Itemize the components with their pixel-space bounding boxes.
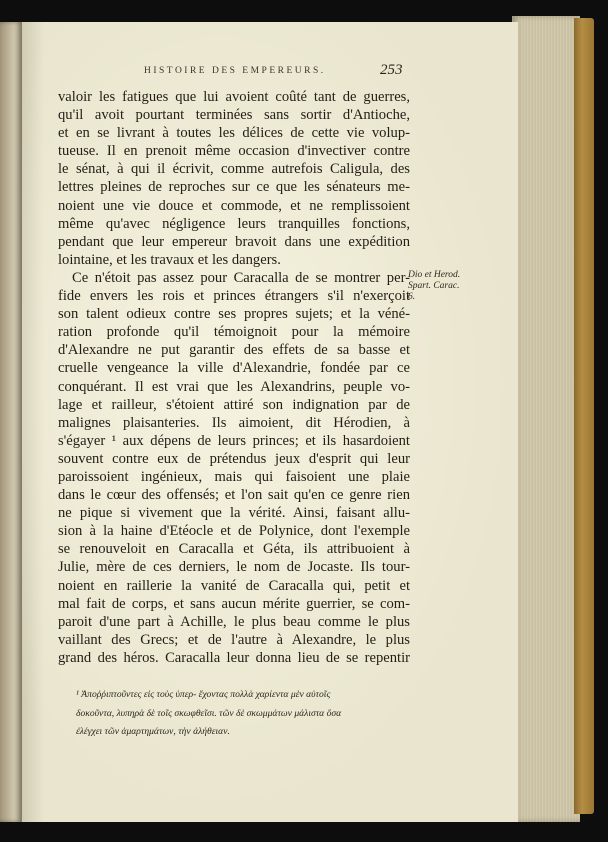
text-line: s'égayer ¹ aux dépens de leurs princes; et ils hasardoient: [58, 432, 410, 449]
text-line: noient en raillerie la vanité de Caracalla qui, petit et: [58, 577, 410, 594]
footnote: [76, 686, 476, 742]
margin-note-line: Spart. Carac.: [408, 281, 460, 291]
book-cover-edge: [574, 18, 594, 814]
running-head: HISTOIRE DES EMPEREURS.: [144, 66, 326, 76]
body-text: [58, 88, 410, 667]
text-line: pendant que leur empereur bravoit dans une expédition: [58, 233, 410, 250]
text-line: noient une vie douce et commode, et ne remplissoient: [58, 197, 410, 214]
text-line: et en se livrant à toutes les délices de cette vie volup-: [58, 125, 410, 142]
text-line: son talent odieux contre ses propres sujets; et la véné-: [58, 306, 410, 323]
text-line: même qu'avec négligence leurs tranquilles fonctions,: [58, 215, 410, 232]
text-line: lettres pleines de reproches sur ce que les sénateurs me-: [58, 179, 410, 196]
text-line: mal fait de corps, et sans aucun mérite guerrier, se com-: [58, 595, 410, 612]
footnote-line: δοκοῦντα, λυπηρὰ δὲ τοῖς σκωφθεῖσι. τῶν δὲ σκωμμάτων μάλιστα ὅσα: [76, 707, 342, 719]
margin-note-line: 6.: [408, 292, 416, 302]
text-line: ne pique si vivement que la vérité. Ainsi, faisant allu-: [58, 505, 410, 522]
book-fore-edge: [512, 16, 580, 822]
text-line: sion à la haine d'Etéocle et de Polynice, dont l'exemple: [58, 523, 410, 540]
text-line: lointaine, et les travaux et les dangers.: [58, 251, 281, 268]
margin-note: [408, 270, 504, 303]
text-line: ration profonde qu'il témoignoit pour la mémoire: [58, 324, 410, 341]
text-line: souvent contre eux de prétendus jeux d'esprit qui leur: [58, 450, 410, 467]
text-line: dans le cœur des offensés; et l'on sait qu'en ce genre rien: [58, 487, 410, 504]
text-line: tueuse. Il en prenoit même occasion d'invectiver contre: [58, 143, 410, 160]
text-line: le sénat, à qui il écrivit, comme autrefois Caligula, des: [58, 161, 410, 178]
text-line: d'Alexandre ne put garantir des effets de sa basse et: [58, 342, 410, 359]
page-number: 253: [380, 62, 403, 78]
text-line: se renouveloit en Caracalla et Géta, ils attribuoient à: [58, 541, 410, 558]
previous-page-edge: [0, 22, 22, 822]
text-line: malignes plaisanteries. Ils aimoient, dit Hérodien, à: [58, 414, 410, 431]
text-line: lage et railleur, s'étoient attiré son indignation par de: [58, 396, 410, 413]
text-line: paroissoient ingénieux, mais qui faisoient une plaie: [58, 468, 410, 485]
footnote-line: ἐλέγχει τῶν ἁμαρτημάτων, τὴν ἀλήθειαν.: [76, 726, 230, 737]
text-line: valoir les fatigues que lui avoient coûté tant de guerres,: [58, 89, 410, 105]
text-line: conquérant. Il est vrai que les Alexandrins, peuple vo-: [58, 378, 410, 395]
text-line: vaillant des Grecs; et de l'autre à Alexandre, le plus: [58, 631, 410, 648]
text-line: paroit d'une part à Achille, le plus beau comme le plus: [58, 613, 410, 630]
book-page: [22, 22, 518, 822]
text-line: qu'il avoit pourtant terminées sans sortir d'Antioche,: [58, 107, 410, 124]
text-line: Ce n'étoit pas assez pour Caracalla de se montrer per-: [72, 269, 410, 286]
text-line: grand des héros. Caracalla leur donna lieu de se repentir: [58, 649, 410, 666]
margin-note-line: Dio et Herod.: [408, 270, 461, 280]
text-line: Julie, mère de ces derniers, le nom de Jocaste. Ils tour-: [58, 559, 410, 576]
footnote-line: ¹ Ἀποῤῥιπτοῦντες εἰς τοὺς ὑπερ- ἔχοντας πολλὰ χαρίεντα μὲν αὐτοῖς: [76, 689, 331, 700]
text-line: fide envers les rois et princes étrangers s'il n'exerçoit: [58, 288, 410, 305]
text-line: cruelle vengeance la ville d'Alexandrie, fondée par ce: [58, 360, 410, 377]
